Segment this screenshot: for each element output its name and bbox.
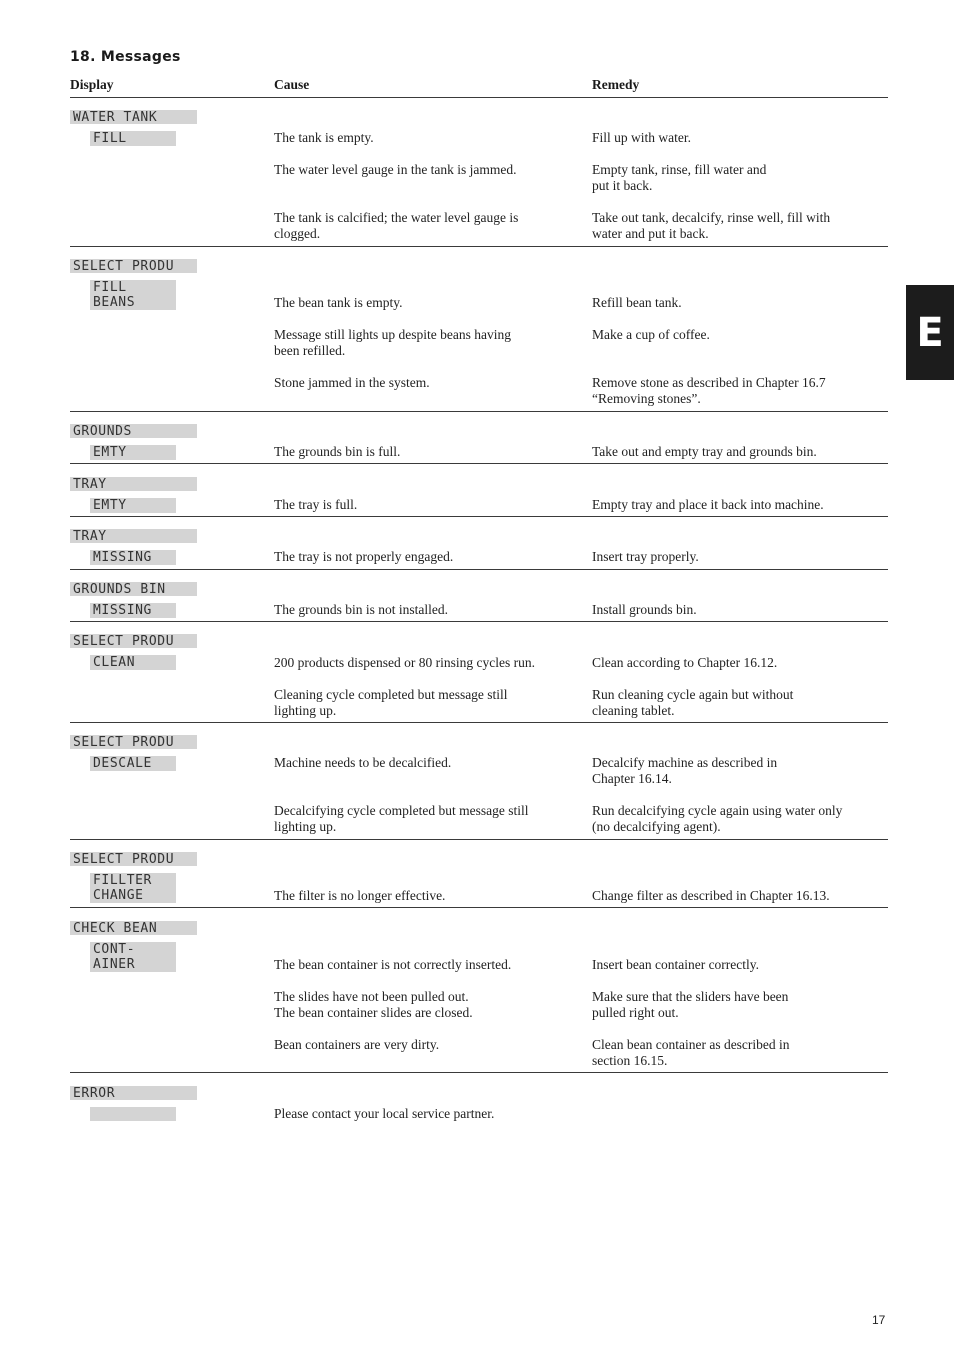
cause-text: 200 products dispensed or 80 rinsing cycles run. xyxy=(274,655,535,670)
row-divider xyxy=(70,1072,888,1073)
section-title: 18. Messages xyxy=(70,49,181,65)
display-submessage xyxy=(90,1107,176,1121)
cause-text: Cleaning cycle completed but message still lighting up. xyxy=(274,687,508,718)
cause-text: The grounds bin is full. xyxy=(274,444,401,459)
row-divider xyxy=(70,722,888,723)
display-message: GROUNDS xyxy=(70,424,197,438)
remedy-text: Refill bean tank. xyxy=(592,295,682,310)
cause-text: The tank is calcified; the water level gauge is clogged. xyxy=(274,210,519,241)
cause-text: Message still lights up despite beans having been refilled. xyxy=(274,327,511,358)
cause-text: Please contact your local service partner. xyxy=(274,1106,495,1121)
remedy-text: Make a cup of coffee. xyxy=(592,327,710,342)
cause-text: The water level gauge in the tank is jammed. xyxy=(274,162,517,177)
remedy-text: Run decalcifying cycle again using water only (no decalcifying agent). xyxy=(592,803,843,834)
language-tab: E xyxy=(906,285,954,380)
display-message: ERROR xyxy=(70,1086,197,1100)
remedy-text: Make sure that the sliders have been pulled right out. xyxy=(592,989,789,1020)
cause-text: The filter is no longer effective. xyxy=(274,888,446,903)
cause-text: Bean containers are very dirty. xyxy=(274,1037,440,1052)
display-submessage: CONT- AINER xyxy=(90,942,176,972)
remedy-text: Empty tank, rinse, fill water and put it back. xyxy=(592,162,767,193)
display-message: CHECK BEAN xyxy=(70,921,197,935)
remedy-text: Decalcify machine as described in Chapter 16.14. xyxy=(592,755,778,786)
display-message: GROUNDS BIN xyxy=(70,582,197,596)
remedy-text: Run cleaning cycle again but without cleaning tablet. xyxy=(592,687,794,718)
display-message: SELECT PRODU xyxy=(70,634,197,648)
cause-text: The tray is not properly engaged. xyxy=(274,549,454,564)
row-divider xyxy=(70,621,888,622)
column-header-remedy: Remedy xyxy=(592,77,640,92)
display-submessage: CLEAN xyxy=(90,655,176,670)
row-divider xyxy=(70,907,888,908)
header-divider xyxy=(70,97,888,98)
cause-text: The bean tank is empty. xyxy=(274,295,403,310)
remedy-text: Fill up with water. xyxy=(592,130,691,145)
cause-text: The slides have not been pulled out. The bean container slides are closed. xyxy=(274,989,473,1020)
display-submessage: EMTY xyxy=(90,498,176,513)
row-divider xyxy=(70,516,888,517)
display-submessage: DESCALE xyxy=(90,756,176,771)
display-submessage: FILL xyxy=(90,131,176,146)
row-divider xyxy=(70,411,888,412)
remedy-text: Empty tray and place it back into machine. xyxy=(592,497,824,512)
cause-text: The tray is full. xyxy=(274,497,358,512)
cause-text: The grounds bin is not installed. xyxy=(274,602,448,617)
remedy-text: Install grounds bin. xyxy=(592,602,697,617)
display-message: WATER TANK xyxy=(70,110,197,124)
page-number: 17 xyxy=(872,1313,886,1327)
cause-text: The tank is empty. xyxy=(274,130,374,145)
row-divider xyxy=(70,246,888,247)
display-message: SELECT PRODU xyxy=(70,852,197,866)
remedy-text: Remove stone as described in Chapter 16.7 “Removing stones”. xyxy=(592,375,826,406)
display-submessage: FILLTER CHANGE xyxy=(90,873,176,903)
display-message: TRAY xyxy=(70,529,197,543)
column-header-display: Display xyxy=(70,77,114,92)
remedy-text: Change filter as described in Chapter 16.13. xyxy=(592,888,830,903)
column-header-cause: Cause xyxy=(274,77,310,92)
display-submessage: FILL BEANS xyxy=(90,280,176,310)
display-submessage: EMTY xyxy=(90,445,176,460)
remedy-text: Insert bean container correctly. xyxy=(592,957,760,972)
remedy-text: Clean according to Chapter 16.12. xyxy=(592,655,778,670)
cause-text: The bean container is not correctly inserted. xyxy=(274,957,512,972)
display-message: TRAY xyxy=(70,477,197,491)
cause-text: Decalcifying cycle completed but message still lighting up. xyxy=(274,803,529,834)
cause-text: Machine needs to be decalcified. xyxy=(274,755,452,770)
remedy-text: Take out tank, decalcify, rinse well, fill with water and put it back. xyxy=(592,210,831,241)
display-message: SELECT PRODU xyxy=(70,735,197,749)
remedy-text: Clean bean container as described in section 16.15. xyxy=(592,1037,790,1068)
cause-text: Stone jammed in the system. xyxy=(274,375,430,390)
row-divider xyxy=(70,463,888,464)
display-message: SELECT PRODU xyxy=(70,259,197,273)
remedy-text: Insert tray properly. xyxy=(592,549,699,564)
display-submessage: MISSING xyxy=(90,603,176,618)
row-divider xyxy=(70,569,888,570)
display-submessage: MISSING xyxy=(90,550,176,565)
row-divider xyxy=(70,839,888,840)
remedy-text: Take out and empty tray and grounds bin. xyxy=(592,444,817,459)
